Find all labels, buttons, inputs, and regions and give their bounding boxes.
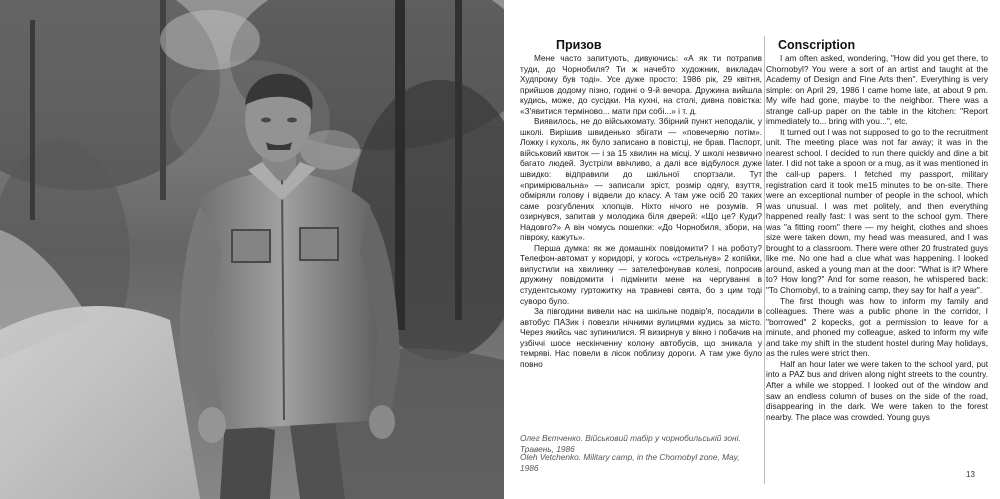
heading-ukrainian: Призов bbox=[556, 38, 602, 52]
paragraph-uk-1: Мене часто запитують, дивуючись: «А як ти потрапив туди, до Чорнобиля? Ти ж начебто художник, викладач Худпрому був тоді». Усе дуже просто: 1986 рік, 29 квітня, прийшов додому пізно, годині о 9-й вечора. Дружина вийшла кудись, може, до сусідки. На кухні, на столі, дивна повістка: «З'явитися терміново... мати при собі...» і т. д. bbox=[520, 53, 762, 116]
paragraph-uk-2: Виявилось, не до військкомату. Збірний пункт неподалік, у школі. Вирішив швиденько збігати — «повечеряю потім». Ложку і кухоль, як було записано в повістці, не брав. Паспорт, військовий квиток — і за 15 хвилин на місці. У школі незвично багато людей. Зустріли ввічливо, а далі все відбулося дуже швидко: відправили до шкільної спортзали. Тут «примірювальна» — записали зріст, розмір одягу, взуття, обміряли голову і відвели до класу. А там уже осіб 20 таких саме розгублених хлопців. Ніхто нічого не розумів. Я озирнувся, запитав у молодика біля дверей: «Що це? Куди? Надовго?» А він чомусь пошепки: «До Чорнобиля, збори, на півроку, кажуть». bbox=[520, 116, 762, 243]
photo-caption-ukrainian: Олег Вєтченко. Військовий табір у чорнобильській зоні. Травень, 1986 bbox=[520, 433, 741, 454]
paragraph-en-2: It turned out I was not supposed to go to the recruitment unit. The meeting place was not far away; it was in the nearest school. I decided to run there quickly and dine a bit later. I did not take a spoon or a mug, as it was mentioned in the call-up papers. I fetched my passport, military registration card it took me15 minutes to be on-site. There were an exceptional number of people in the school, which was unusual. I was met politely, and then everything happened really fast: I was sent to the school gym. There was "a fitting room" there — my height, clothes and shoes size were taken down, my head was measured, and I was brought to a classroom. There were other 20 frustrated guys like me. No one had a clue what was happening. I looked around, asked a young man at the door: "What is it? Where to? How long?" And for some reason, he whispered back: "To Chornobyl, to a training camp, they say for half a year". bbox=[766, 126, 988, 296]
page-number: 13 bbox=[966, 470, 975, 479]
photo-caption-english: Oleh Vetchenko. Military camp, in the Chornobyl zone, May, 1986 bbox=[520, 452, 740, 473]
paragraph-en-1: I am often asked, wondering, "How did you get there, to Chornobyl? You were a sort of an artist and taught at the Academy of Design and Fine Arts then". Everything is very simple: on April 29, 1986 I came home late, at about 9 pm. My wife had gone, maybe to the neighbor. There was a strange call-up paper on the table in the kitchen: "Report immediately to... bring with you...", etc. bbox=[766, 53, 988, 127]
paragraph-en-3: The first though was how to inform my family and colleagues. There was a public phone in the corridor, I "borrowed" 2 kopecks, got a permission to leave for a minute, and phoned my colleague, asked to inform my wife and take my shift in the student hostel during May holidays, as the rules were strict then. bbox=[766, 295, 988, 359]
paragraph-uk-3: Перша думка: як же домашніх повідомити? І на роботу? Телефон-автомат у коридорі, у когось «стрельнув» 2 копійки, випустили на хвилинку — зателефонував колезі, попросив дружину повідомити і підмінити мене на чергуванні в студентському гуртожитку на травневі свята, бо з цим тоді суворо було. bbox=[520, 242, 762, 306]
column-divider bbox=[764, 36, 765, 484]
paragraph-en-4: Half an hour later we were taken to the school yard, put into a PAZ bus and driven along night streets to the country. After a while we stopped. I looked out of the window and saw an endless column of buses on the side of the road, disappearing in the dark. We were taken to the forest nearby. The place was crowded. Young guys bbox=[766, 358, 988, 422]
column-english bbox=[766, 53, 988, 422]
column-ukrainian bbox=[520, 53, 762, 369]
heading-english: Conscription bbox=[778, 38, 856, 52]
paragraph-uk-4: За півгодини вивели нас на шкільне подвір'я, посадили в автобус ПАЗик і повезли нічними вулицями кудись за місто. Через якийсь час зупинилися. Я визирнув у вікно і побачив на узбіччі шосе нескінченну колону автобусів, що зникала у темряві. Нас повели в лісок поблизу дороги. А там уже було повно bbox=[520, 306, 762, 369]
